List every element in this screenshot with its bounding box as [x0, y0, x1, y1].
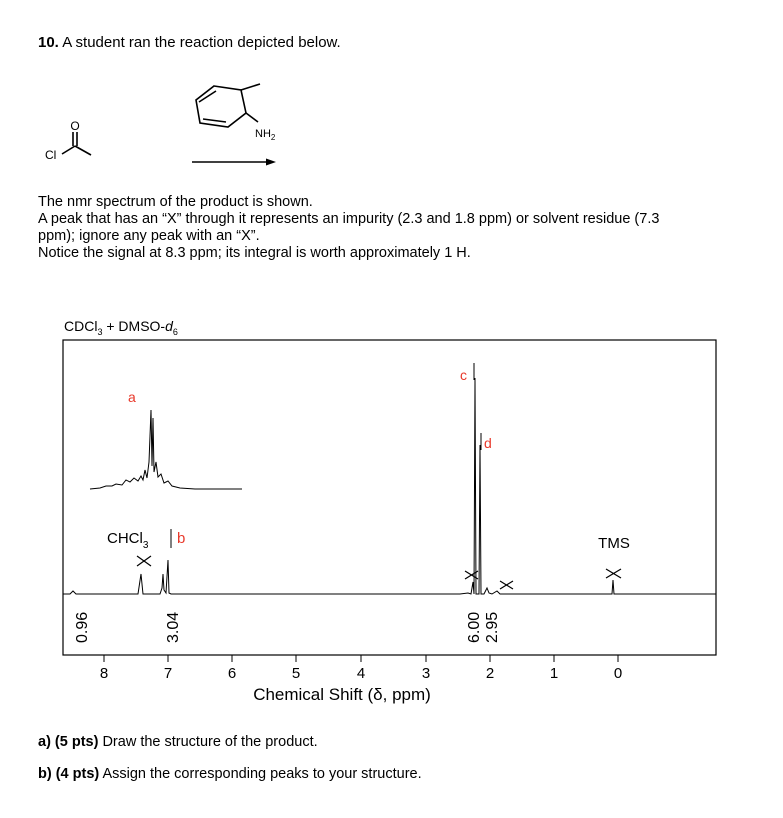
impurity-x-marks [137, 556, 621, 589]
question-number: 10. [38, 34, 59, 51]
integral-a: 0.96 [74, 611, 91, 643]
bond-c-ch3 [75, 146, 91, 155]
part-b [38, 766, 422, 782]
amine-label: $NH_2$ [255, 128, 276, 142]
tick-label-7: 7 [163, 665, 173, 682]
o-toluidine-structure [196, 84, 260, 127]
intro-line-3: ppm); ignore any peak with an “X”. [38, 228, 260, 244]
integral-c: 6.00 [466, 611, 483, 643]
tms-label: TMS [598, 535, 630, 552]
part-a [38, 734, 318, 750]
bond-cl-c [62, 146, 75, 154]
axis-tick-labels [100, 665, 622, 682]
tick-label-2: 2 [485, 665, 495, 682]
methyl-bond [241, 84, 260, 90]
tick-label-6: 6 [227, 665, 237, 682]
tick-label-3: 3 [421, 665, 431, 682]
peak-a-inset [90, 410, 242, 489]
part-a-label: a) (5 pts) [38, 734, 99, 750]
intro-line-1: The nmr spectrum of the product is shown. [38, 194, 313, 210]
tick-label-5: 5 [291, 665, 301, 682]
acetyl-chloride-structure [62, 132, 91, 155]
integral-d: 2.95 [484, 611, 501, 643]
integral-b: 3.04 [165, 611, 182, 643]
axis-title: Chemical Shift (δ, ppm) [253, 685, 431, 704]
tick-label-0: 0 [613, 665, 623, 682]
ring-double-bond-2 [203, 119, 226, 122]
solvent-cdcl-subscript: 3 [97, 326, 103, 337]
peak-label-d: d [484, 435, 492, 451]
tick-label-4: 4 [356, 665, 366, 682]
tick-label-8: 8 [99, 665, 109, 682]
peak-label-c: c [460, 367, 467, 383]
intro-line-4: Notice the signal at 8.3 ppm; its integral is worth approximately 1 H. [38, 245, 471, 261]
solvent-cdcl: CDCl [64, 318, 98, 334]
solvent-dmso: + DMSO- [102, 318, 166, 334]
solvent-d-subscript: 6 [172, 326, 178, 337]
atom-oxygen: O [70, 119, 80, 133]
part-b-label: b) (4 pts) [38, 766, 100, 782]
part-a-text: Draw the structure of the product. [98, 734, 318, 750]
peak-label-a: a [128, 389, 136, 405]
atom-chlorine: Cl [45, 148, 57, 162]
question-text: A student ran the reaction depicted below. [62, 34, 341, 51]
part-b-text: Assign the corresponding peaks to your structure. [99, 766, 422, 782]
tick-label-1: 1 [549, 665, 559, 682]
spectrum-trace [63, 378, 716, 594]
chcl3-label: CHCl$_3$ [107, 530, 149, 551]
peak-label-b: b [177, 530, 186, 547]
axis-ticks [104, 655, 618, 662]
solvent-d: d [165, 318, 173, 334]
spectrum-frame [63, 340, 716, 655]
intro-line-2: A peak that has an “X” through it represents an impurity (2.3 and 1.8 ppm) or solvent residue (7.3 [38, 211, 660, 227]
reaction-arrow [192, 159, 276, 166]
amine-bond [246, 113, 258, 122]
